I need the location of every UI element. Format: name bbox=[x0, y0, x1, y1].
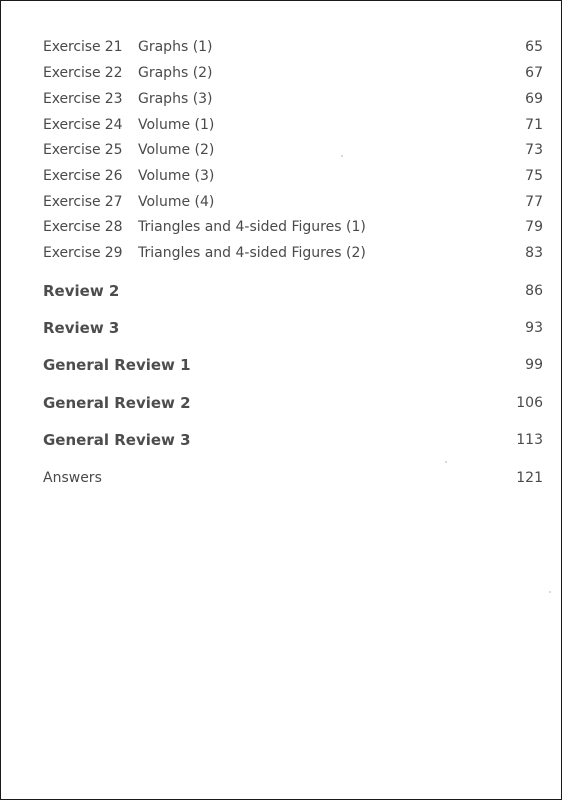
page-number: 93 bbox=[525, 320, 543, 336]
exercise-title: Volume (3) bbox=[138, 168, 215, 184]
page-number: 83 bbox=[525, 245, 543, 261]
toc-entry-general-review-1 bbox=[43, 354, 543, 376]
toc-entry-general-review-2 bbox=[43, 392, 543, 414]
exercise-title: Graphs (1) bbox=[138, 39, 213, 55]
page-number: 71 bbox=[525, 117, 543, 133]
exercise-number: Exercise 25 bbox=[43, 142, 123, 158]
exercise-number: Exercise 22 bbox=[43, 65, 123, 81]
toc-entry-answers bbox=[43, 467, 543, 489]
section-heading: General Review 2 bbox=[43, 394, 191, 412]
toc-entry-exercise-21 bbox=[43, 36, 543, 58]
exercise-title: Graphs (3) bbox=[138, 91, 213, 107]
page-number: 86 bbox=[525, 283, 543, 299]
exercise-title: Triangles and 4-sided Figures (2) bbox=[138, 245, 366, 261]
section-heading: General Review 1 bbox=[43, 356, 191, 374]
exercise-number: Exercise 26 bbox=[43, 168, 123, 184]
page-number: 106 bbox=[516, 395, 543, 411]
scan-speck bbox=[445, 461, 447, 463]
page-number: 65 bbox=[525, 39, 543, 55]
exercise-number: Exercise 28 bbox=[43, 219, 123, 235]
page-number: 77 bbox=[525, 194, 543, 210]
exercise-title: Volume (1) bbox=[138, 117, 215, 133]
toc-entry-exercise-25 bbox=[43, 139, 543, 161]
exercise-title: Volume (2) bbox=[138, 142, 215, 158]
exercise-number: Exercise 29 bbox=[43, 245, 123, 261]
scan-speck bbox=[341, 155, 343, 157]
toc-entry-exercise-29 bbox=[43, 242, 543, 264]
exercise-number: Exercise 23 bbox=[43, 91, 123, 107]
toc-entry-general-review-3 bbox=[43, 429, 543, 451]
toc-entry-exercise-23 bbox=[43, 88, 543, 110]
toc-entry-review-3 bbox=[43, 317, 543, 339]
toc-entry-exercise-22 bbox=[43, 62, 543, 84]
exercise-title: Triangles and 4-sided Figures (1) bbox=[138, 219, 366, 235]
exercise-title: Graphs (2) bbox=[138, 65, 213, 81]
section-heading: Review 3 bbox=[43, 319, 120, 337]
exercise-number: Exercise 21 bbox=[43, 39, 123, 55]
toc-entry-exercise-28 bbox=[43, 216, 543, 238]
section-heading: Review 2 bbox=[43, 282, 120, 300]
exercise-number: Exercise 27 bbox=[43, 194, 123, 210]
toc-entry-exercise-27 bbox=[43, 191, 543, 213]
exercise-title: Volume (4) bbox=[138, 194, 215, 210]
page-number: 73 bbox=[525, 142, 543, 158]
page-number: 69 bbox=[525, 91, 543, 107]
page-number: 113 bbox=[516, 432, 543, 448]
toc-entry-review-2 bbox=[43, 280, 543, 302]
answers-heading: Answers bbox=[43, 470, 102, 486]
page-number: 67 bbox=[525, 65, 543, 81]
exercise-number: Exercise 24 bbox=[43, 117, 123, 133]
page-number: 79 bbox=[525, 219, 543, 235]
toc-entry-exercise-24 bbox=[43, 114, 543, 136]
page-number: 75 bbox=[525, 168, 543, 184]
scan-speck bbox=[549, 591, 551, 593]
page-number: 99 bbox=[525, 357, 543, 373]
page-number: 121 bbox=[516, 470, 543, 486]
toc-entry-exercise-26 bbox=[43, 165, 543, 187]
section-heading: General Review 3 bbox=[43, 431, 191, 449]
